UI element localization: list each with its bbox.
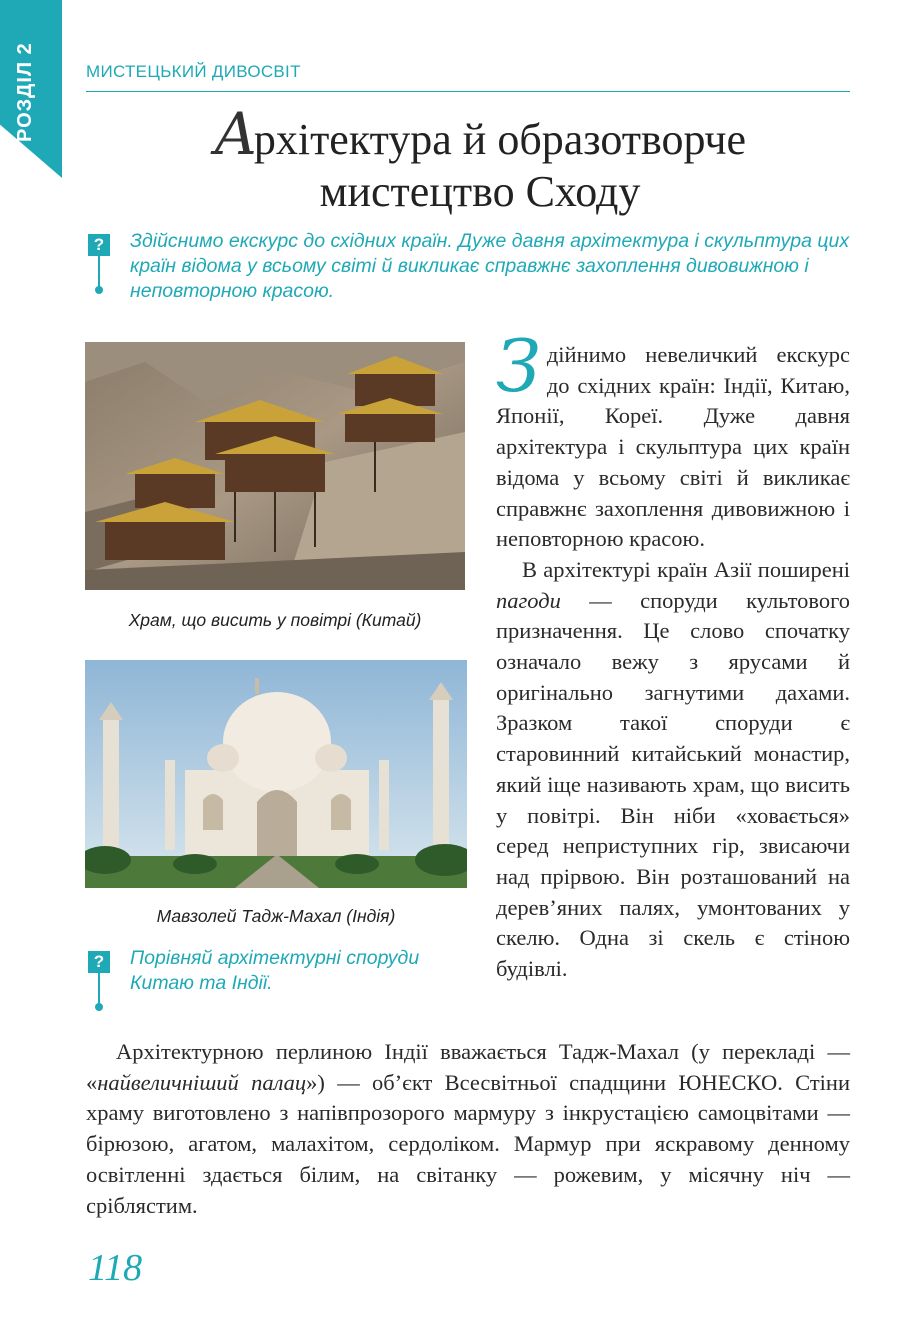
taj-mahal-photo [85,660,467,888]
question-line [98,256,100,288]
paragraph-text: — споруди культового призначення. Це слово спочатку означало вежу з ярусами й оригінально загнутими дахами. Зразком такої споруди є старовинний китайський монастир, який іще називають храм, що висить у повітрі. Він ніби «ховається» серед неприступних гір, звисаючи над прірвою. Він розташований на дерев’яних палях, умонтованих у скелю. Одна зі скель є стіною будівлі. [496,587,850,982]
page-title [110,100,850,218]
drop-cap: З [496,324,541,408]
question-mark-icon: ? [88,234,110,256]
chapter-tab-label: РОЗДІЛ 2 [14,42,36,142]
image-caption: Мавзолей Тадж-Махал (Індія) [156,906,396,926]
question-mark-icon: ? [88,951,110,973]
question-text: Порівняй архітектурні споруди Китаю та Індії. [130,947,420,994]
paragraph-text: В архітектурі країн Азії поширені [522,556,850,582]
body-paragraph [496,555,850,985]
title-line1: рхітектура й образотворче [253,115,747,164]
paragraph-text: дійнимо невеличкий екскурс до східних країн: Індії, Китаю, Японії, Кореї. Дуже давня архітектура і скульптура цих країн відома у всьому світі й викликає справжнє захоплення дивовижною і неповторною красою. [496,342,850,552]
term-translation: найвеличніший палац [97,1069,307,1095]
question-dot [95,1003,103,1011]
paragraph-text: Архітектурною перлиною Індії вважається Тадж-Махал (у перекладі — « [86,1039,850,1095]
page-number: 118 [88,1247,143,1289]
question-dot [95,286,103,294]
paragraph-text: ») — об’єкт Всесвітньої спадщини ЮНЕСКО. Стіни храму виготовлено з напівпрозорого мармуру з інкрустацією самоцвітами — бірюзою, агатом, малахітом, сердоліком. Мармур при яскравому денному освітленні здається білим, на світанку — рожевим, у місячну ніч — сріблястим. [86,1069,850,1218]
section-title: МИСТЕЦЬКИЙ ДИВОСВІТ [86,62,301,81]
body-paragraph [496,324,850,555]
hanging-temple-photo [85,342,465,590]
title-initial: А [213,100,258,168]
title-line2: мистецтво Сходу [319,167,641,216]
section-divider [86,91,850,92]
image-caption: Храм, що висить у повітрі (Китай) [128,610,422,630]
term-pagody: пагоди [496,587,561,613]
question-line [98,973,100,1005]
body-paragraph [86,1037,850,1221]
body-column [496,324,850,985]
question-text: Здійснимо екскурс до східних країн. Дуже давня архітектура і скульптура цих країн відома у всьому світі й викликає справжнє захоплення дивовижною і неповторною красою. [130,230,850,302]
